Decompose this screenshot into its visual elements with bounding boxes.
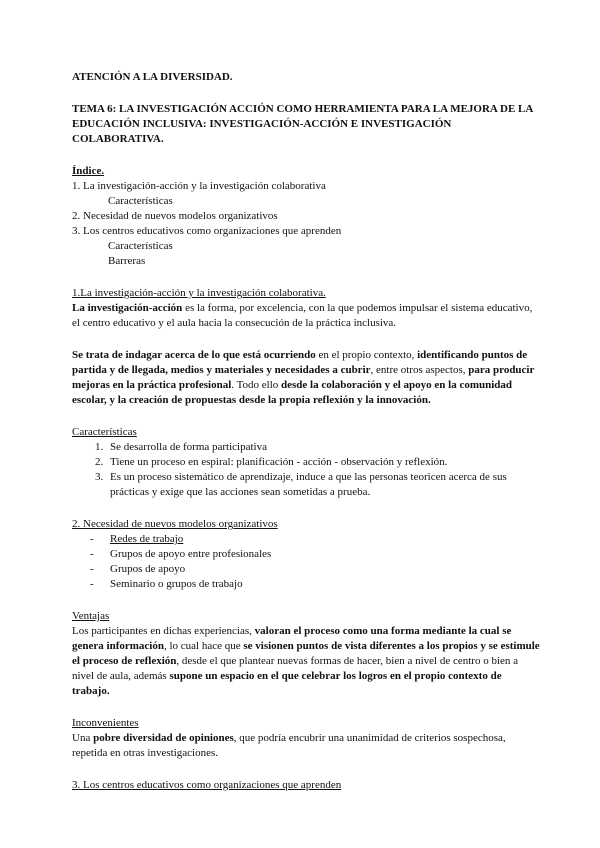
adv-text-2: , lo cual hace que xyxy=(163,640,244,652)
section-2 xyxy=(72,517,540,592)
adv-text-1: Los participantes en dichas experiencias, xyxy=(72,625,255,637)
characteristics-list xyxy=(72,440,540,500)
models-item: - Redes de trabajo xyxy=(106,532,540,547)
characteristics-item: 1. Se desarrolla de forma participativa xyxy=(106,440,540,455)
index-item-1-sub-1: Características xyxy=(108,195,173,207)
s1p2-bold-4: desde la colaboración y el apoyo en la comunidad escolar, y la creación de propuestas desde la propia reflexión y la innovación. xyxy=(72,379,513,406)
disadvantages-paragraph xyxy=(72,731,540,761)
characteristics-item: 3. Es un proceso sistemático de aprendizaje, induce a que las personas teoricen acerca de sus prácticas y exige que las acciones sean sometidas a prueba. xyxy=(106,470,540,500)
adv-bold-2: se visionen puntos de vista diferentes a los propios y se estimule el proceso de reflexión xyxy=(72,640,540,667)
s1p2-text-1: en el propio contexto, xyxy=(315,349,418,361)
adv-bold-1: valoran el proceso como una forma mediante la cual se genera información xyxy=(72,625,512,652)
section-2-heading: 2. Necesidad de nuevos modelos organizativos xyxy=(72,518,278,530)
s1p2-text-2: , entre otros aspectos, xyxy=(370,364,469,376)
dis-bold-1: pobre diversidad de opiniones xyxy=(93,732,234,744)
s1p2-bold-1: Se trata de indagar acerca de lo que está ocurriendo xyxy=(72,349,316,361)
index-label: Índice. xyxy=(72,165,105,177)
section-1-paragraph-2-block xyxy=(72,348,540,408)
s1p2-bold-3: para producir mejoras en la práctica profesional xyxy=(72,364,535,391)
section-1-paragraph-2 xyxy=(72,348,540,408)
s1p1-text-1: es la forma, por excelencia, con la que podemos impulsar el sistema educativo, el centro educativo y el aula hacia la consecución de la práctica inclusiva. xyxy=(72,302,533,329)
characteristics-item: 2. Tiene un proceso en espiral: planificación - acción - observación y reflexión. xyxy=(106,455,540,470)
index-item-1: 1. La investigación-acción y la investigación colaborativa xyxy=(72,180,326,192)
characteristics-heading: Características xyxy=(72,426,137,438)
topic-heading: TEMA 6: LA INVESTIGACIÓN ACCIÓN COMO HERRAMIENTA PARA LA MEJORA DE LA EDUCACIÓN INCLUSIVA: INVESTIGACIÓN-ACCIÓN E INVESTIGACIÓN COLABORATIVA. xyxy=(72,103,533,145)
adv-text-3: , desde el que plantear nuevas formas de hacer, bien a nivel de centro o bien a nivel de aula, además xyxy=(72,655,519,682)
s1p1-bold-1: La investigación-acción xyxy=(72,302,183,314)
disadvantages-section xyxy=(72,716,540,761)
characteristics-section xyxy=(72,425,540,500)
index-item-3-sub-1: Características xyxy=(108,240,173,252)
advantages-paragraph xyxy=(72,624,540,699)
section-3-heading: 3. Los centros educativos como organizaciones que aprenden xyxy=(72,779,342,791)
models-item: - Grupos de apoyo entre profesionales xyxy=(106,547,540,562)
s1p2-bold-2: identificando puntos de partida y de llegada, medios y materiales y necesidades a cubrir xyxy=(72,349,528,376)
section-1-paragraph-1 xyxy=(72,301,540,331)
section-1 xyxy=(72,286,540,331)
index-item-3: 3. Los centros educativos como organizaciones que aprenden xyxy=(72,225,342,237)
models-list xyxy=(72,532,540,592)
disadvantages-heading: Inconvenientes xyxy=(72,717,139,729)
adv-bold-3: supone un espacio en el que celebrar los logros en el propio contexto de trabajo. xyxy=(72,670,502,697)
index-item-2: 2. Necesidad de nuevos modelos organizativos xyxy=(72,210,278,222)
index-item-3-sub-2: Barreras xyxy=(108,255,146,267)
dis-text-1: Una xyxy=(72,732,94,744)
models-item: - Grupos de apoyo xyxy=(106,562,540,577)
section-1-heading: 1.La investigación-acción y la investigación colaborativa. xyxy=(72,287,326,299)
index-section xyxy=(72,164,540,269)
dis-text-2: , que podría encubrir una unanimidad de criterios sospechosa, repetida en otras investigaciones. xyxy=(72,732,506,759)
document-title: ATENCIÓN A LA DIVERSIDAD. xyxy=(72,71,233,83)
advantages-heading: Ventajas xyxy=(72,610,110,622)
models-item: - Seminario o grupos de trabajo xyxy=(106,577,540,592)
advantages-section xyxy=(72,609,540,699)
s1p2-text-3: . Todo ello xyxy=(231,379,282,391)
